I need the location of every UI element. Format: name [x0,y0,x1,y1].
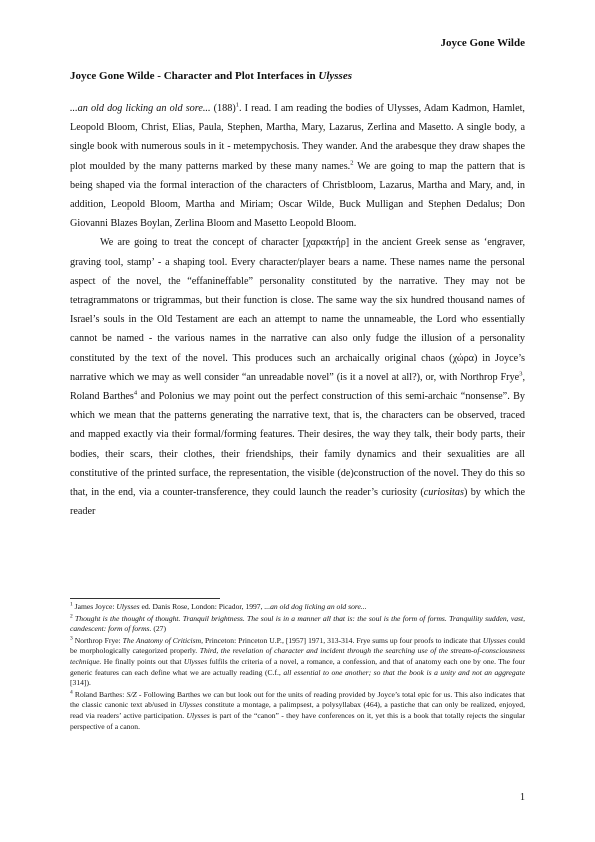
footnote-ref-4[interactable]: 4 [133,389,138,397]
footnote-text: could be morphologically categorized properly. [70,635,525,656]
article-title [70,70,530,82]
footnote-ref-1[interactable]: 1 [235,101,239,109]
footnote-text: fulfils the criteria of a novel, a romance, a confession, and that of anatomy each one by one. The four generic features can each define what we are actually reading (C.f., [70,656,525,677]
footnote-3 [70,636,525,689]
paragraph-2-text-d: ) by which the reader [70,487,525,518]
footnote-italic: The Anatomy of Criticism [122,635,202,645]
footnote-text: constitute a montage, a palimpsest, a polysyllabax (464), a pastiche that can only be realized, enjoyed, read via readers’ active participation. [70,700,526,720]
paragraph-1 [70,99,525,233]
title-italic: Ulysses [318,70,352,82]
paragraph-1-text-b: We are going to map the pattern that is being shaped via the formal interaction of the characters of Christbloom, Lazarus, Martha and Mary, and, in addition, Leopold Bloom, Martha and Miriam; Oscar Wilde, Buck Mulligan and Stephen Dedalus; Don Giovanni Blazes Boylan, Zerlina Bloom and Masetto Leopold Bloom. [70,160,526,230]
footnote-text: James Joyce: [72,602,117,611]
paragraph-2-text-a: We are going to treat the concept of character [χαρακτήρ] in the ancient Greek sense as ‘engraver, graving tool, stamp’ - a shaping tool. Every character/player bears a name. These names name the personal aspect of the novel, the “effanineffable” personality constituted by the narrative. They may not be tetragrammatons or trigrammas, but their function is close. The same way the six hundred thousand names of Israel’s souls in the Old Testament are each an attempt to name the unnameable, the Lord who essentially cannot be named - the various names in the narrative can also only fudge the illusion of a personality constituted by the text of the novel. This produces such an archaically original chaos (χώρα) in Joyce’s narrative which we may as well consider “an unreadable novel” (is it a novel at all?), or, with Northrop Frye [70,237,525,383]
footnote-italic: Ulysses [183,656,208,666]
paragraph-2-text-b: , Roland Barthes [70,371,525,403]
footnote-text: [314]). [70,678,91,688]
footnote-italic: Ulysses [482,635,507,645]
footnote-1 [70,602,525,613]
footnote-italic: ...an old dog licking an old sore... [264,602,367,611]
footnote-text: He finally points out that [101,656,184,666]
footnote-ref-3[interactable]: 3 [519,370,523,378]
footnote-text: ed. Danis Rose, London: Picador, 1997, [139,602,265,611]
paragraph-1-text-a: . I read. I am reading the bodies of Ulysses, Adam Kadmon, Hamlet, Leopold Bloom, Christ, Elias, Paula, Stephen, Martha, Mary, Lazarus, Zerlina and Masetto. A single body, a single book with numerous souls in it - metempychosis. They wander. And the arabesque they draw shapes the plot moulded by the many patterns marked by these many names. [70,103,525,172]
paragraph-2 [70,233,525,521]
footnote-2 [70,614,525,635]
title-main: Joyce Gone Wilde - Character and Plot Interfaces in [70,70,319,82]
footnote-italic: Ulysses [116,602,140,611]
footnote-text: - Following Barthes we can but look out for the units of reading provided by Joyce’s total epic for us. This also indicates that the classic canonic text ab/used in [70,689,526,710]
footnote-italic: S/Z [126,689,137,699]
footnote-ref-2[interactable]: 2 [350,159,354,167]
footnote-text: (27) [151,624,166,634]
footnote-number: 4 [70,689,73,696]
curiositas-term: curiositas [423,487,464,499]
footnote-number: 1 [70,601,73,608]
footnote-text: Roland Barthes: [72,689,127,699]
footnote-italic: Third, the revelation of character and incident through the searching use of the stream-of-consciousness technique. [70,646,525,666]
footnote-italic: all essential to one another; so that the book is a unity and not an aggregate [283,667,525,677]
footnote-4 [70,690,525,732]
footnote-text: , Princeton: Princeton U.P., [1957] 1971, 313-314. Frye sums up four proofs to indicate that [201,635,483,645]
footnote-italic: Thought is the thought of thought. Tranquil brightness. The soul is in a manner all that is: the soul is the form of forms. Tranquility sudden, vast, candescent: form of forms. [70,613,525,634]
paragraph-2-text-c: and Polonius we may point out the perfect construction of this semi-archaic “nonsense”. By which we mean that the patterns generating the narrative text, that is, the characters can be observed, traced and mapped exactly via their formal/forming features. Their desires, the way they talk, their body parts, their bodies, their scars, their clothes, their friendships, their family dynamics and their sexualities are all constitutive of the printed surface, the representation, the visible (de)construction of the novel. They do this so that, in the end, via a counter-transference, they could launch the reader’s curiosity ( [70,391,525,499]
footnotes [70,602,525,733]
footnote-number: 3 [70,635,73,642]
page-ref: (188) [210,103,236,114]
footnote-text: Northrop Frye: [72,635,123,645]
footnote-rule [70,598,220,599]
page-number: 1 [520,792,525,803]
opening-quote: ...an old dog licking an old sore... [70,103,211,114]
running-head: Joyce Gone Wilde [440,37,525,49]
footnote-text: is part of the “canon” - they have conferences on it, yet this is a book that totally rejects the singular perspective of a canon. [70,710,525,731]
footnote-number: 2 [70,613,73,620]
body-text [70,99,525,521]
footnote-italic: Ulysses [186,710,210,720]
footnote-italic: Ulysses [178,700,203,710]
